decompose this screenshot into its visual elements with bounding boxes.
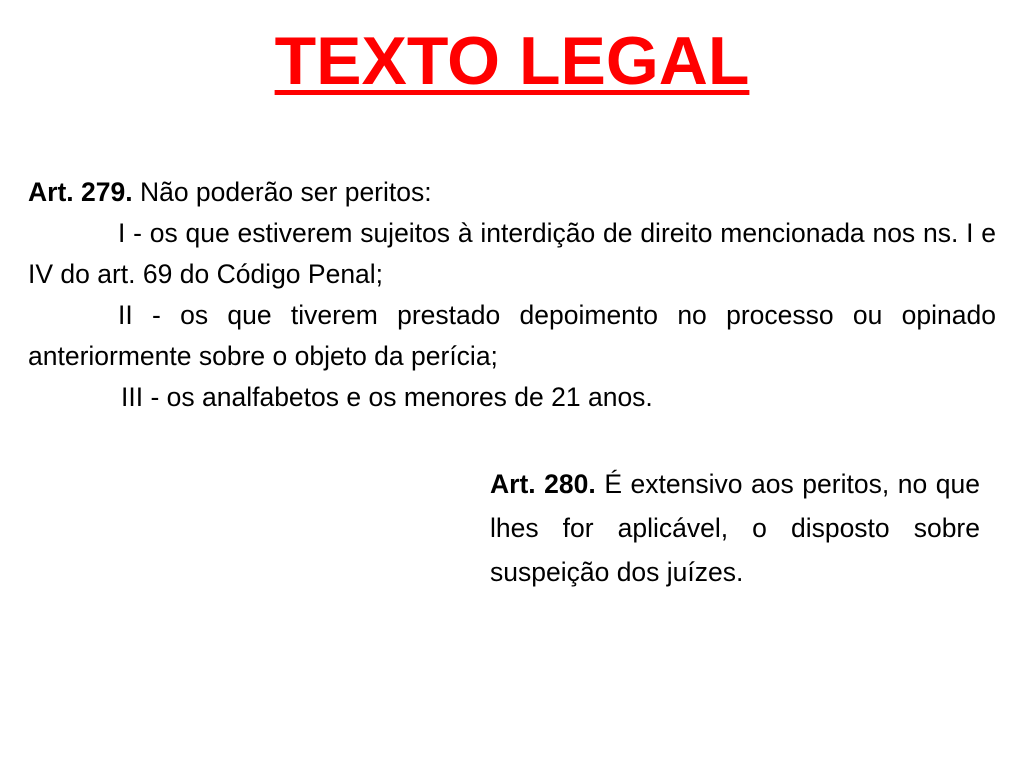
article-280-text: É extensivo aos peritos, no que lhes for aplicável, o disposto sobre suspeição dos juízes. — [490, 469, 980, 587]
article-279-item-2: II - os que tiverem prestado depoimento no processo ou opinado anteriormente sobre o objeto da perícia; — [28, 300, 996, 371]
article-279-intro: Não poderão ser peritos: — [132, 177, 432, 207]
article-279-item-1: I - os que estiverem sujeitos à interdição de direito mencionada nos ns. I e IV do art. 69 do Código Penal; — [28, 218, 996, 289]
page-title-text: TEXTO LEGAL — [274, 23, 750, 99]
page-title — [0, 16, 1024, 106]
article-279-item-3: III - os analfabetos e os menores de 21 anos. — [121, 382, 653, 412]
article-280 — [490, 462, 980, 594]
article-279-heading — [28, 172, 996, 213]
article-279 — [28, 172, 996, 418]
article-279-label: Art. 279. — [28, 177, 133, 207]
article-280-label: Art. 280. — [490, 469, 596, 499]
